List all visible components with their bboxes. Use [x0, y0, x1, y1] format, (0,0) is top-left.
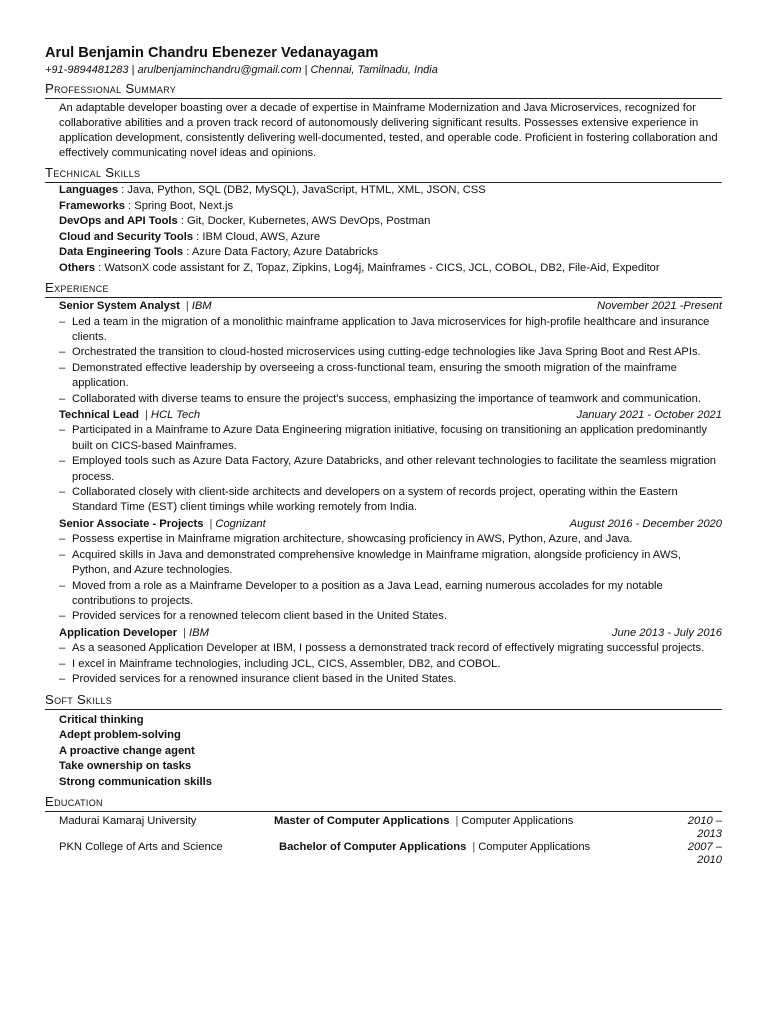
- job-entry: [45, 299, 722, 315]
- education-field: Computer Applications: [461, 815, 574, 828]
- soft-skills-list: [45, 713, 722, 791]
- skill-value: : WatsonX code assistant for Z, Topaz, Zipkins, Log4j, Mainframes - CICS, JCL, COBOL, DB2, File-Aid, Expeditor: [95, 261, 660, 274]
- contact-line: +91-9894481283 | arulbenjaminchandru@gmail.com | Chennai, Tamilnadu, India: [45, 64, 438, 76]
- job-dates: June 2013 - July 2016: [611, 626, 722, 639]
- skills-list: [45, 183, 722, 276]
- education-years: 2007 – 2010: [687, 841, 722, 867]
- skill-row: [59, 214, 722, 230]
- job-dates: January 2021 - October 2021: [576, 408, 722, 421]
- job-bullet: – I excel in Mainframe technologies, including JCL, CICS, Assembler, DB2, and COBOL.: [59, 657, 722, 672]
- job-header: Application Developer | IBM June 2013 - July 2016: [59, 626, 722, 642]
- technical-skills-heading: Technical Skills: [45, 165, 722, 183]
- job-bullet: – Led a team in the migration of a monolithic mainframe application to Java microservices for high-profile healthcare and insurance clients.: [59, 315, 722, 346]
- job-entry: [45, 408, 722, 424]
- job-bullet: – Collaborated with diverse teams to ensure the project's success, emphasizing the importance of teamwork and communication.: [59, 392, 722, 407]
- job-header: Senior System Analyst | IBM November 2021 -Present: [59, 299, 722, 315]
- job-dates: November 2021 -Present: [597, 300, 722, 312]
- job-bullet: – Provided services for a renowned telecom client based in the United States.: [59, 609, 722, 624]
- job-header: Senior Associate - Projects | Cognizant August 2016 - December 2020: [59, 517, 722, 533]
- candidate-name: Arul Benjamin Chandru Ebenezer Vedanayagam: [45, 45, 379, 61]
- education-degree: Bachelor of Computer Applications: [279, 841, 467, 854]
- job-bullets: [45, 641, 722, 687]
- skill-value: : Azure Data Factory, Azure Databricks: [183, 246, 379, 258]
- education-row: PKN College of Arts and Science Bachelor of Computer Applications | Computer Applications 2007 – 2010: [59, 841, 722, 867]
- job-bullet: – As a seasoned Application Developer at IBM, I possess a demonstrated track record of effectively migrating successful projects.: [59, 641, 722, 656]
- job-company: IBM: [189, 626, 209, 639]
- job-entry: [45, 517, 722, 533]
- skill-value: : IBM Cloud, AWS, Azure: [193, 230, 321, 243]
- job-bullet: – Demonstrated effective leadership by overseeing a cross-functional team, ensuring the smooth migration of the mainframe application.: [59, 361, 722, 392]
- education-heading: Education: [45, 794, 722, 812]
- job-bullet: – Employed tools such as Azure Data Factory, Azure Databricks, and other relevant technologies to facilitate the seamless migration process.: [59, 454, 722, 485]
- skill-value: : Java, Python, SQL (DB2, MySQL), JavaScript, HTML, XML, JSON, CSS: [118, 184, 486, 196]
- skill-row: [59, 245, 722, 261]
- soft-skill-item: Strong communication skills: [59, 775, 212, 788]
- job-company: HCL Tech: [150, 408, 201, 421]
- job-bullet: – Collaborated closely with client-side architects and developers on a system of records project, operating within the Eastern Standard Time (EST) client timings while working remotely from India.: [59, 485, 722, 516]
- skill-row: [59, 261, 722, 277]
- job-bullets: [45, 423, 722, 515]
- summary-text: An adaptable developer boasting over a decade of expertise in Mainframe Modernization and Java Microservices, recognized for collaborative abilities and a proven track record of autonomously delivering significant results. Possesses extensive experience in application development, consistently delivering well-documented, tested, and operable code. Proficient in fostering collaboration and effectively communicating novel ideas and opinions.: [59, 102, 718, 159]
- skill-label: Frameworks: [59, 199, 125, 212]
- job-header: Technical Lead | HCL Tech January 2021 - October 2021: [59, 408, 722, 424]
- skill-label: Others: [59, 261, 96, 274]
- skill-label: DevOps and API Tools: [59, 215, 178, 227]
- summary-heading: Professional Summary: [45, 81, 722, 99]
- education-row: Madurai Kamaraj University Master of Computer Applications | Computer Applications 2010 – 2013: [59, 815, 722, 841]
- education-school: Madurai Kamaraj University: [59, 815, 197, 828]
- job-bullet: – Provided services for a renowned insurance client based in the United States.: [59, 672, 722, 687]
- soft-skills-heading: Soft Skills: [45, 692, 722, 710]
- resume-page: [45, 44, 722, 867]
- skill-label: Languages: [59, 184, 119, 196]
- job-bullet: – Moved from a role as a Mainframe Developer to a position as a Java Lead, earning numerous accolades for my notable contributions to projects.: [59, 579, 722, 610]
- skill-value: : Git, Docker, Kubernetes, AWS DevOps, Postman: [177, 215, 431, 227]
- skill-value: : Spring Boot, Next.js: [124, 199, 234, 212]
- education-school: PKN College of Arts and Science: [59, 841, 223, 854]
- soft-skill-item: Critical thinking: [59, 713, 144, 726]
- soft-skill-item: Adept problem-solving: [59, 729, 181, 742]
- skill-label: Cloud and Security Tools: [59, 230, 194, 243]
- job-role: Application Developer: [59, 626, 178, 639]
- education-field: Computer Applications: [478, 841, 591, 854]
- job-bullets: [45, 532, 722, 624]
- job-company: IBM: [191, 300, 212, 312]
- soft-skill-item: A proactive change agent: [59, 744, 195, 757]
- job-entry: [45, 626, 722, 642]
- skill-label: Data Engineering Tools: [59, 246, 184, 258]
- job-bullet: – Possess expertise in Mainframe migration architecture, showcasing proficiency in AWS, Python, Azure, and Java.: [59, 532, 722, 547]
- job-role: Senior Associate - Projects: [59, 517, 204, 530]
- job-role: Technical Lead: [59, 408, 139, 421]
- job-bullets: [45, 315, 722, 407]
- skill-row: [59, 199, 722, 215]
- job-dates: August 2016 - December 2020: [569, 517, 722, 530]
- job-bullet: – Orchestrated the transition to cloud-hosted microservices using cutting-edge technologies like Java Spring Boot and Rest APIs.: [59, 345, 722, 360]
- job-bullet: – Participated in a Mainframe to Azure Data Engineering migration initiative, focusing on transitioning an application predominantly built on CICS-based Mainframes.: [59, 423, 722, 454]
- soft-skill-item: Take ownership on tasks: [59, 760, 192, 773]
- education-degree: Master of Computer Applications: [274, 815, 450, 828]
- skill-row: [59, 230, 722, 246]
- experience-heading: Experience: [45, 280, 722, 298]
- education-list: [45, 815, 722, 867]
- skill-row: [59, 183, 722, 199]
- job-company: Cognizant: [215, 517, 266, 530]
- education-years: 2010 – 2013: [687, 815, 722, 841]
- job-role: Senior System Analyst: [59, 300, 180, 312]
- job-bullet: – Acquired skills in Java and demonstrated comprehensive knowledge in Mainframe migration, alongside proficiency in AWS, Python, and Azure technologies.: [59, 548, 722, 579]
